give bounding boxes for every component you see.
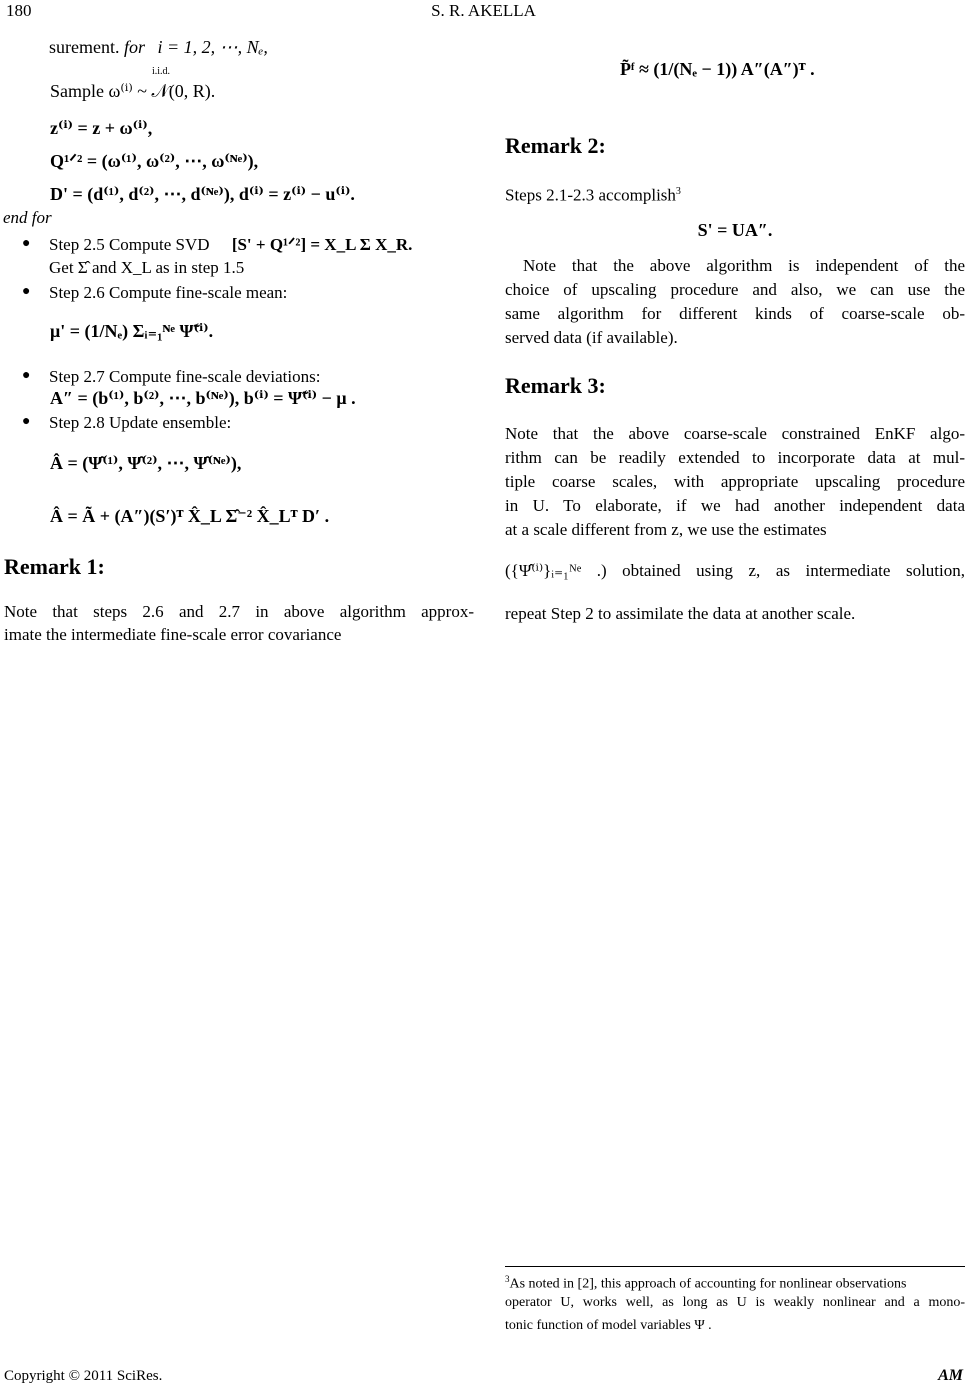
step-2-5-continuation: Get Σ̂ and X_L as in step 1.5 xyxy=(49,258,245,277)
equation-update-1: Â = (Ψ̂⁽¹⁾, Ψ̂⁽²⁾, ⋯, Ψ̂⁽ᴺᵉ⁾), xyxy=(50,453,242,473)
step-2-6: Step 2.6 Compute fine-scale mean: xyxy=(49,283,288,302)
remark-1-line: imate the intermediate fine-scale error covariance xyxy=(4,625,342,644)
bullet-icon: ● xyxy=(22,414,31,429)
equation-deviations: A″ = (b⁽¹⁾, b⁽²⁾, ⋯, b⁽ᴺᵉ⁾), b⁽ⁱ⁾ = Ψ̃⁽ⁱ⁾ − μ . xyxy=(50,388,356,408)
equation-covariance: P̃ᶠ ≈ (1/(Nₑ − 1)) A″(A″)ᵀ . xyxy=(620,59,815,79)
remark-2-line: choice of upscaling procedure and also, we can use the xyxy=(505,280,965,299)
remark-1-heading: Remark 1: xyxy=(4,554,105,579)
footnote-line: As noted in [2], this approach of accounting for nonlinear observations xyxy=(509,1276,907,1292)
remark-2-line: Note that the above algorithm is independent of the xyxy=(523,256,965,275)
remark-3-line: Note that the above coarse-scale constrained EnKF algo- xyxy=(505,424,965,443)
bullet-icon: ● xyxy=(22,368,31,383)
remark-3-line: in U. To elaborate, if we had another independent data xyxy=(505,496,965,515)
equation-update-2: Â = Ã + (A″)(S′)ᵀ X̂_L Σ̂⁻² X̂_Lᵀ D′ . xyxy=(50,506,330,526)
step-equation: [S' + Q¹ᐟ²] = X_L Σ X_R. xyxy=(231,235,413,254)
remark-2-line: same algorithm for different kinds of coarse-scale ob- xyxy=(505,304,965,323)
page-number: 180 xyxy=(6,1,32,20)
remark-3-line: at a scale different from z, we use the estimates xyxy=(505,520,827,539)
remark-3-line: rithm can be readily extended to incorporate data at mul- xyxy=(505,448,965,467)
equation-z: z⁽ⁱ⁾ = z + ω⁽ⁱ⁾, xyxy=(50,118,153,138)
remark-2-intro-text: Steps 2.1-2.3 accomplish xyxy=(505,185,676,205)
loop-keyword: for xyxy=(123,37,145,57)
remark-3-heading: Remark 3: xyxy=(505,373,606,398)
loop-header xyxy=(49,36,268,58)
copyright: Copyright © 2011 SciRes. xyxy=(4,1368,163,1384)
step-2-5 xyxy=(49,235,412,255)
step-2-7: Step 2.7 Compute fine-scale deviations: xyxy=(49,367,321,386)
remark-3-line: repeat Step 2 to assimilate the data at another scale. xyxy=(505,604,856,623)
step-label: Step 2.5 Compute SVD xyxy=(49,235,210,254)
remark-2-heading: Remark 2: xyxy=(505,133,606,158)
footnote-mark: 3 xyxy=(675,186,681,197)
remark-3-line: tiple coarse scales, with appropriate upscaling procedure xyxy=(505,472,965,491)
remark-2-intro xyxy=(505,182,681,206)
equation-sample: Sample ω⁽ⁱ⁾ ~ 𝒩(0, R). xyxy=(50,81,216,101)
step-2-8: Step 2.8 Update ensemble: xyxy=(49,413,232,432)
remark-2-line: served data (if available). xyxy=(505,328,678,347)
end-for: end for xyxy=(3,208,52,227)
equation-s-prime: S' = UA″. xyxy=(697,220,773,240)
equation-q: Q¹ᐟ² = (ω⁽¹⁾, ω⁽²⁾, ⋯, ω⁽ᴺᵉ⁾), xyxy=(50,151,259,171)
iid-label: i.i.d. xyxy=(152,66,171,77)
bullet-icon: ● xyxy=(22,284,31,299)
footnote-line: operator U, works well, as long as U is weakly nonlinear and a mono- xyxy=(505,1295,965,1310)
footnote-line: tonic function of model variables Ψ . xyxy=(505,1318,712,1333)
loop-range: i = 1, 2, ⋯, Nₑ, xyxy=(157,37,268,57)
footnote-divider xyxy=(505,1266,965,1267)
running-title: S. R. AKELLA xyxy=(431,1,536,20)
footnote-number: 3 xyxy=(505,1274,510,1284)
remark-3-line: ({Ψ̂⁽ⁱ⁾}ᵢ₌₁ᴺᵉ .) obtained using z, as intermediate solution, xyxy=(505,561,965,580)
journal-abbreviation: AM xyxy=(938,1367,963,1384)
equation-mean: μ' = (1/Nₑ) Σᵢ₌₁ᴺᵉ Ψ̃⁽ⁱ⁾. xyxy=(50,321,214,341)
loop-prefix: surement. xyxy=(49,37,120,57)
bullet-icon: ● xyxy=(22,236,31,251)
equation-d: D' = (d⁽¹⁾, d⁽²⁾, ⋯, d⁽ᴺᵉ⁾), d⁽ⁱ⁾ = z⁽ⁱ⁾ − u⁽ⁱ⁾. xyxy=(50,184,355,204)
remark-1-line: Note that steps 2.6 and 2.7 in above algorithm approx- xyxy=(4,602,474,621)
